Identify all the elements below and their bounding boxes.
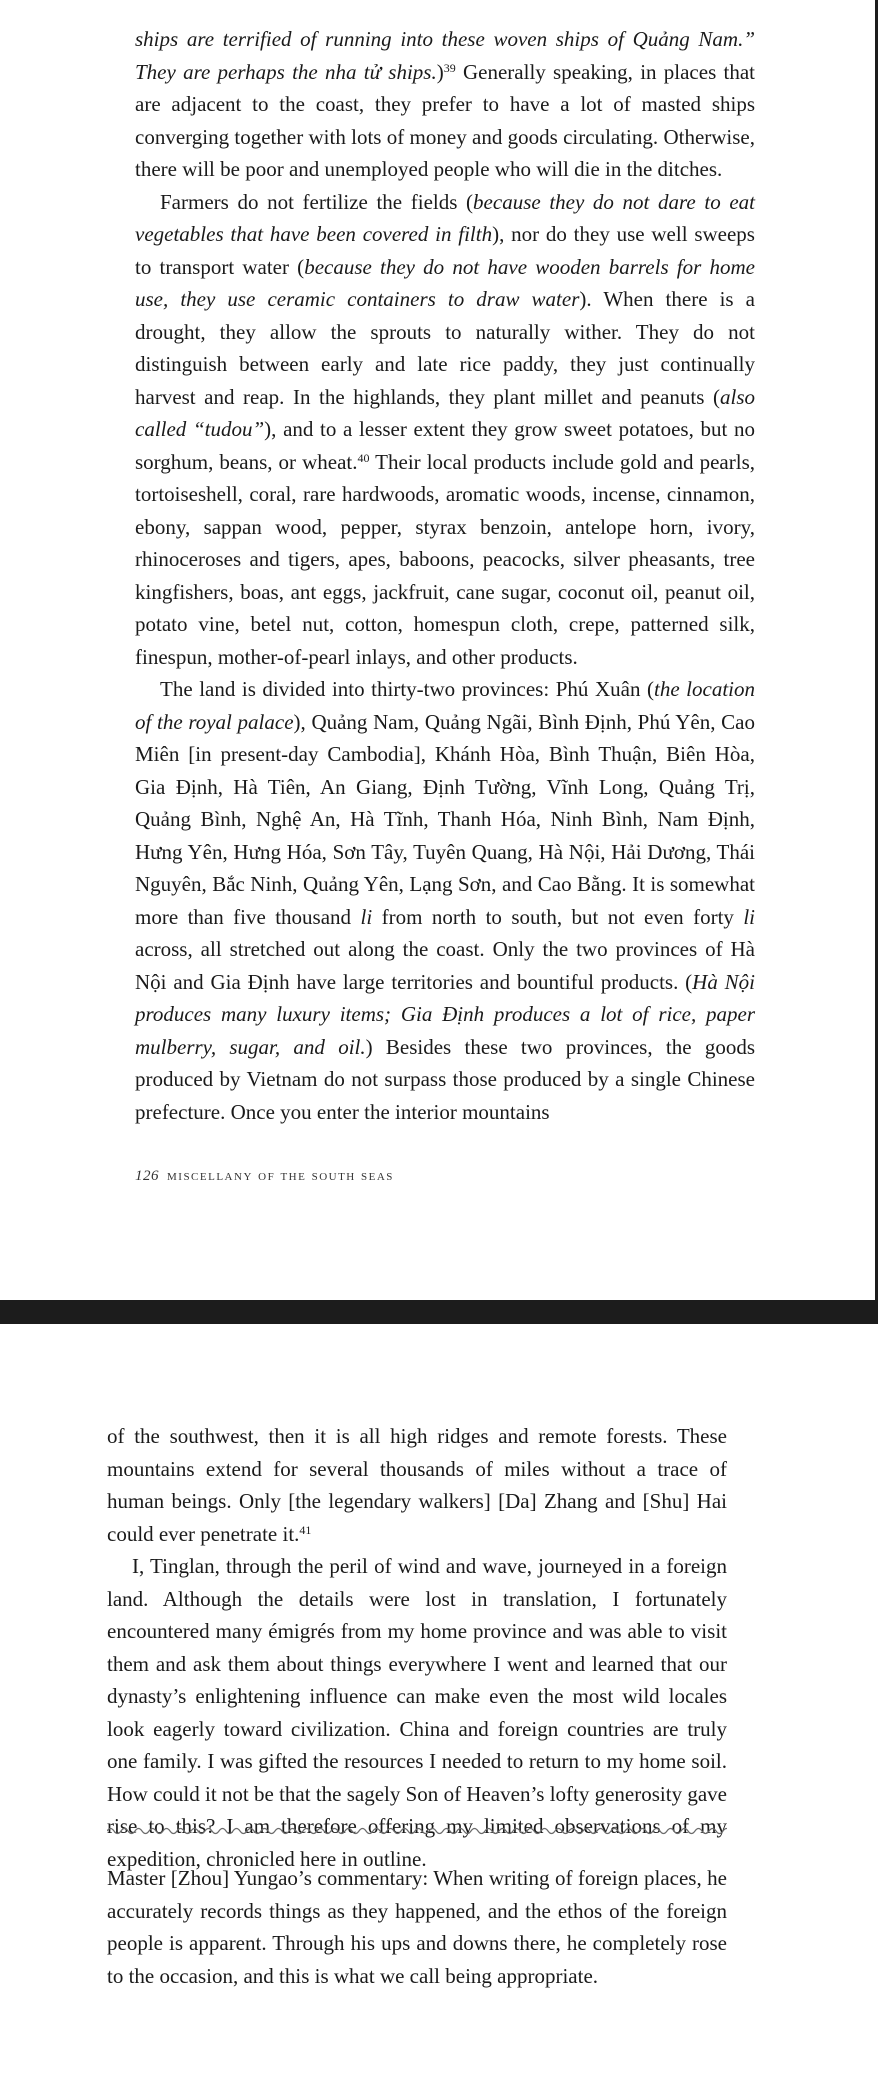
text-run: Generally speaking, in places that are adjacent to the coast, they prefer to have a lot of masted ships converging together with lots of money and goods circulating. Otherwise, there will be poor and unemployed people who will die in the ditches.	[135, 59, 755, 181]
italic-term: li	[743, 904, 756, 929]
text-run: The land is divided into thirty-two provinces: Phú Xuân (	[160, 677, 654, 701]
italic-term: li	[360, 904, 373, 929]
editor-commentary	[107, 1862, 727, 1992]
footnote-ref-39[interactable]: 39	[443, 60, 456, 75]
italic-quote: ships are terrified of running into these woven ships of Quảng Nam.” They are perhaps the nha tử ships.	[135, 27, 755, 84]
wavy-rule-ornament	[107, 1824, 727, 1838]
footnote-ref-40[interactable]: 40	[357, 450, 370, 465]
italic-note: Hà Nội produces many luxury items; Gia Định produces a lot of rice, paper mulberry, sugar, and oil.	[135, 969, 755, 1059]
page-127-body	[107, 1420, 727, 1875]
paragraph	[135, 23, 755, 186]
text-run: Their local products include gold and pearls, tortoiseshell, coral, rare hardwoods, aromatic woods, incense, cinnamon, ebony, sappan wood, pepper, styrax benzoin, antelope horn, ivory, rhinoceroses and tigers, apes, baboons, peacocks, silver pheasants, tree kingfishers, boas, ant eggs, jackfruit, cane sugar, coconut oil, peanut oil, potato vine, betel nut, cotton, homespun cloth, crepe, patterned silk, finespun, mother-of-pearl inlays, and other products.	[135, 449, 755, 669]
paragraph	[107, 1420, 727, 1550]
page-separator	[0, 1300, 878, 1324]
text-run: of the southwest, then it is all high ridges and remote forests. These mountains extend for several thousands of miles without a trace of human beings. Only [the legendary walkers] [Da] Zhang and [Shu] Hai could ever penetrate it.	[107, 1424, 727, 1546]
italic-note: because they do not dare to eat vegetables that have been covered in filth	[135, 189, 755, 246]
text-run: ) Besides these two provinces, the goods produced by Vietnam do not surpass those produced by a single Chinese prefecture. Once you enter the interior mountains	[135, 1034, 755, 1124]
text-run: ), Quảng Nam, Quảng Ngãi, Bình Định, Phú Yên, Cao Miên [in present-day Cambodia], Khánh Hòa, Bình Thuận, Biên Hòa, Gia Định, Hà Tiên, An Giang, Định Tường, Vĩnh Long, Quảng Trị, Quảng Bình, Nghệ An, Hà Tĩnh, Thanh Hóa, Ninh Bình, Nam Định, Hưng Yên, Hưng Hóa, Sơn Tây, Tuyên Quang, Hà Nội, Hải Dương, Thái Nguyên, Bắc Ninh, Quảng Yên, Lạng Sơn, and Cao Bằng. It is somewhat more than five thousand	[135, 709, 755, 929]
text-run: from north to south, but not even forty	[372, 904, 744, 929]
page-number: 126	[135, 1168, 159, 1184]
paragraph: I, Tinglan, through the peril of wind and wave, journeyed in a foreign land. Although the details were lost in translation, I fortunately encountered many émigrés from my home province and was able to visit them and ask them about things everywhere I went and learned that our dynasty’s enlightening influence can make even the most wild locales look eagerly toward civilization. China and foreign countries are truly one family. I was gifted the resources I needed to return to my home soil. How could it not be that the sagely Son of Heaven’s lofty generosity gave rise to this? I am therefore offering my limited observations of my expedition, chronicled here in outline.	[107, 1554, 727, 1871]
italic-note: also called “tudou”	[135, 384, 755, 441]
italic-note: the location of the royal palace	[135, 677, 756, 734]
text-run: across, all stretched out along the coast. Only the two provinces of Hà Nội and Gia Định have large territories and bountiful products. (	[135, 937, 755, 994]
footnote-ref-41[interactable]: 41	[299, 1522, 312, 1537]
running-title: miscellany of the south seas	[167, 1168, 394, 1184]
paragraph	[135, 186, 755, 674]
page-126-body	[135, 23, 755, 1128]
book-page-127	[0, 1324, 878, 2099]
text-run: Farmers do not fertilize the fields (	[160, 189, 474, 214]
paragraph	[135, 673, 755, 1128]
text-run: )	[436, 59, 444, 84]
commentary-paragraph: Master [Zhou] Yungao’s commentary: When writing of foreign places, he accurately records things as they happened, and the ethos of the foreign people is apparent. Through his ups and downs there, he completely rose to the occasion, and this is what we call being appropriate.	[107, 1866, 727, 1988]
italic-note: because they do not have wooden barrels for home use, they use ceramic containers to draw water	[135, 254, 755, 311]
text-run: ), and to a lesser extent they grow sweet potatoes, but no sorghum, beans, or wheat.	[135, 417, 755, 474]
text-run: ), nor do they use well sweeps to transport water (	[135, 222, 755, 279]
text-run: ). When there is a drought, they allow the sprouts to naturally wither. They do not distinguish between early and late rice paddy, they just continually harvest and reap. In the highlands, they plant millet and peanuts (	[135, 287, 755, 409]
page-footer	[135, 1168, 394, 1185]
